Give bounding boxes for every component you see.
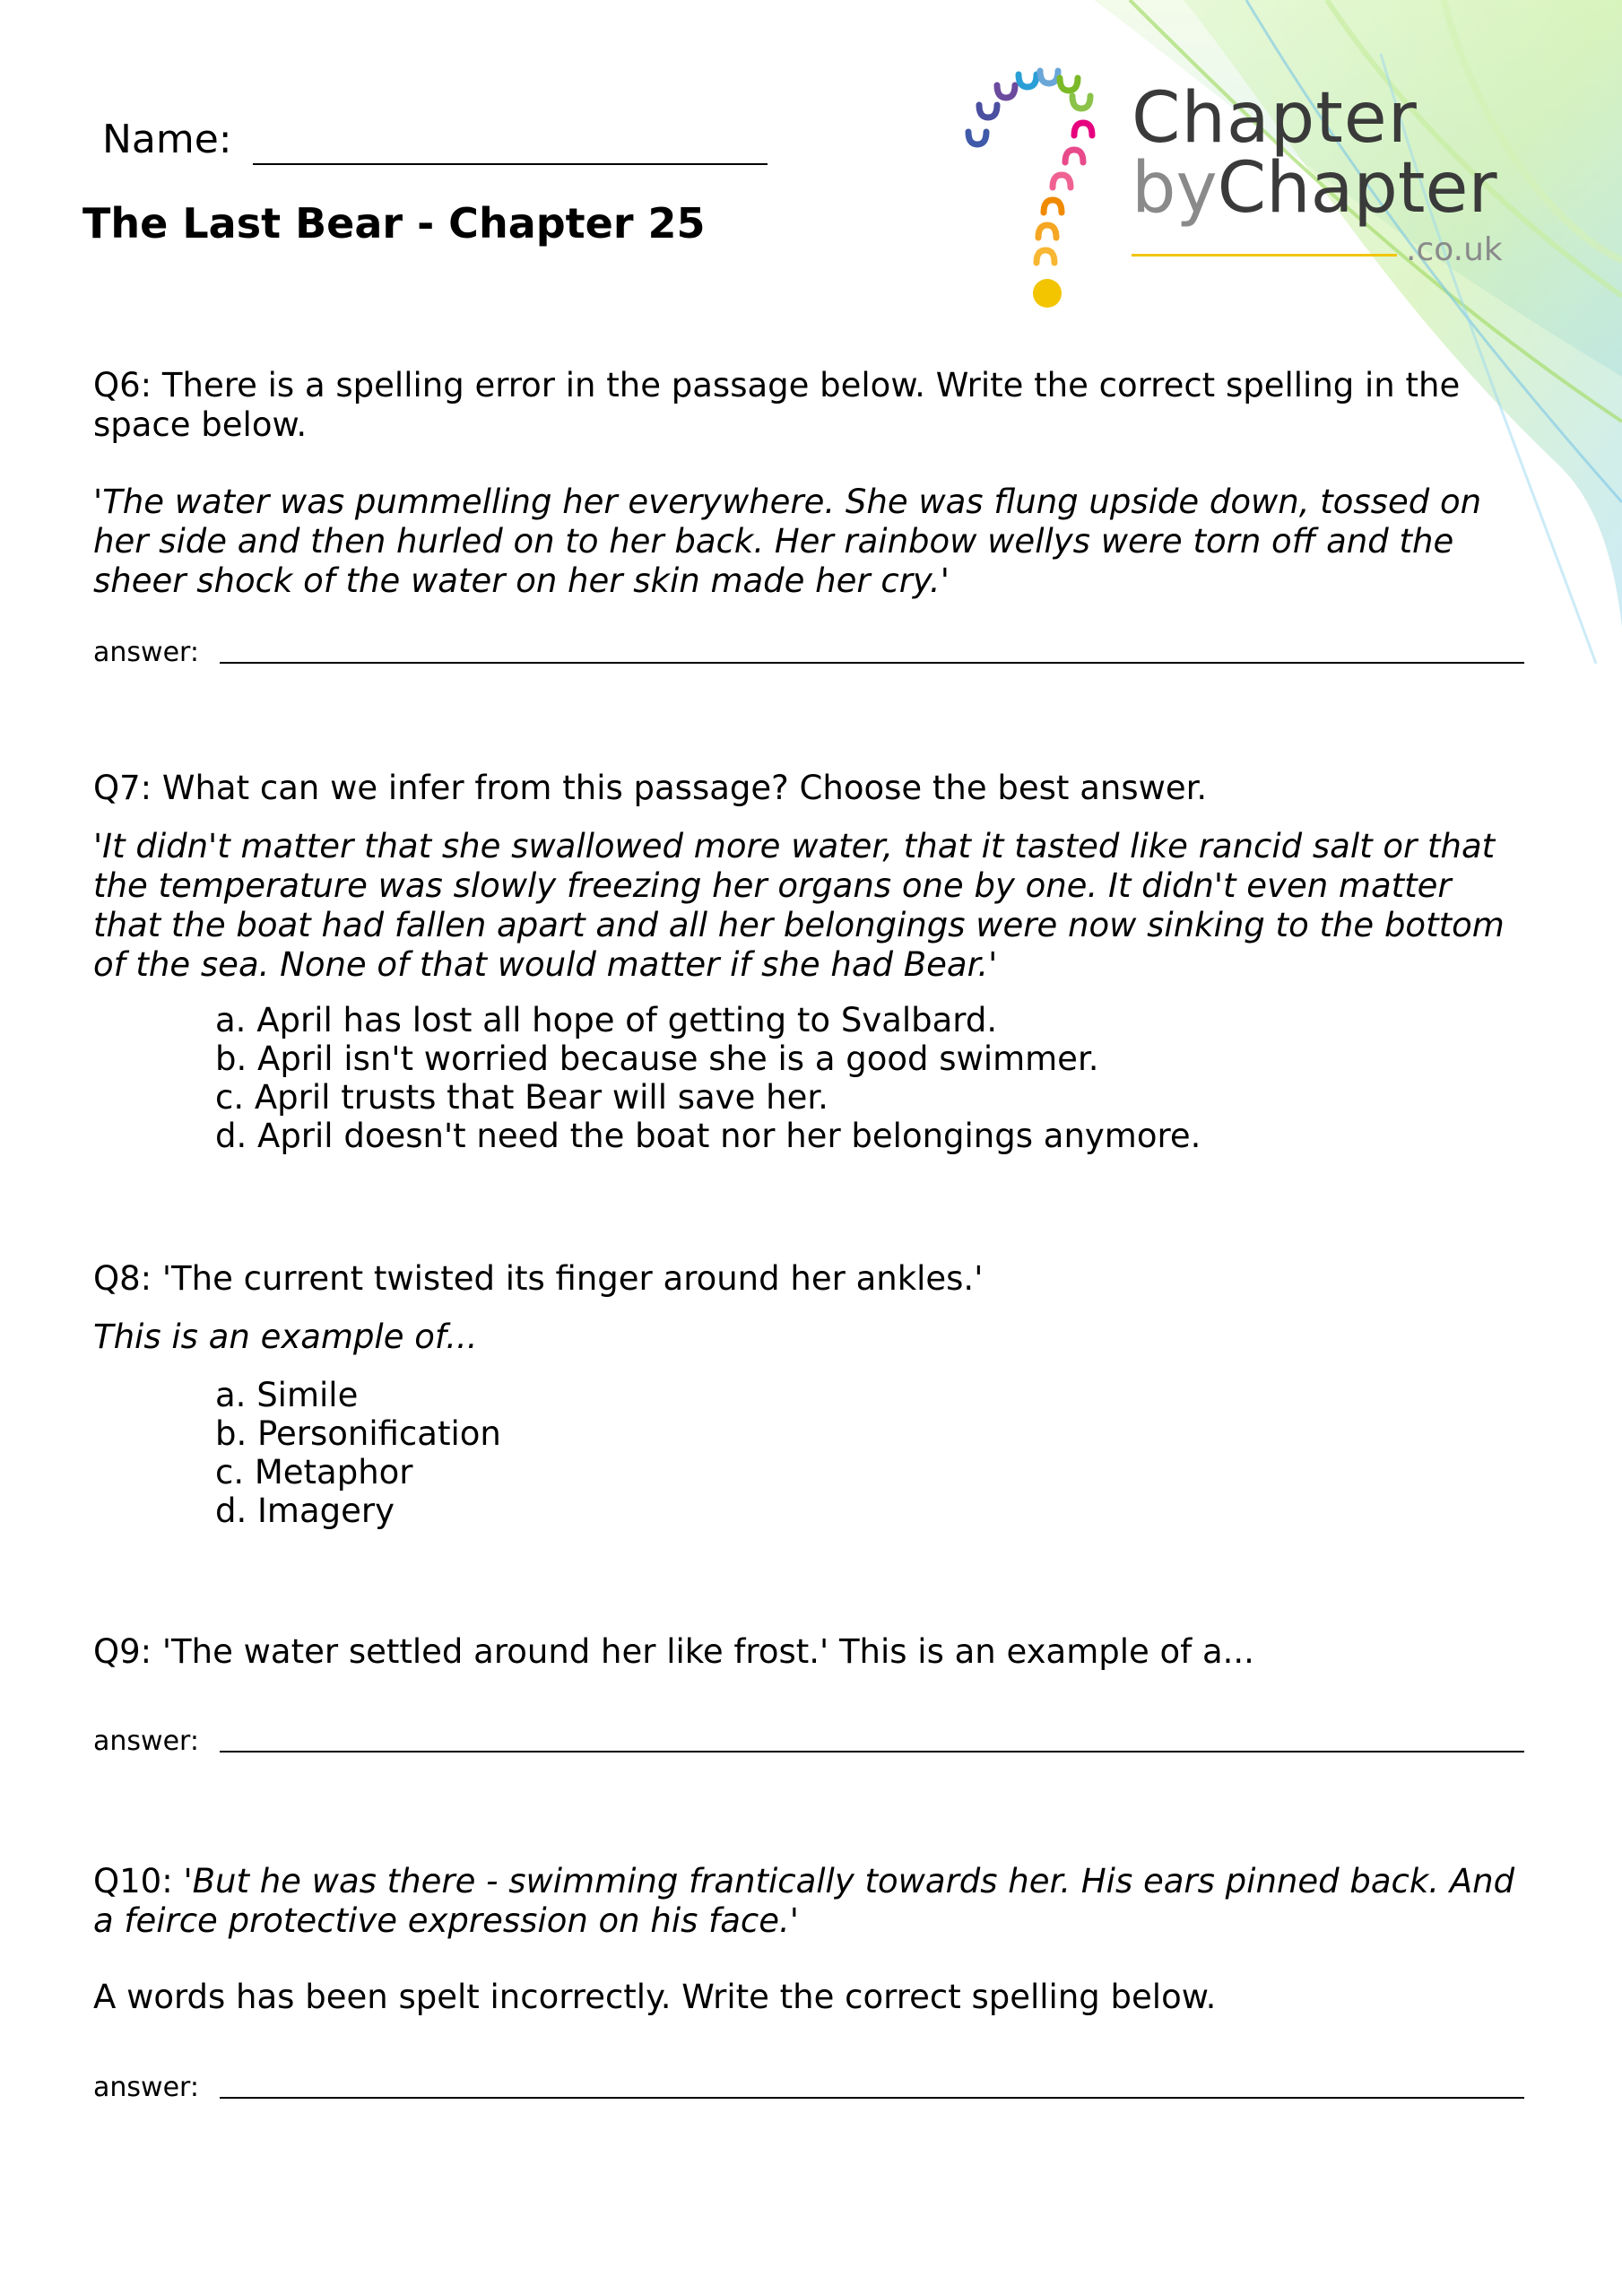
q10-quote: 'But he was there - swimming frantically towards her. His ears pinned back. And a feirce protective expression on his face.' <box>93 1862 1515 1940</box>
logo-line-by-chapter <box>1132 148 1497 229</box>
q8-prompt: Q8: 'The current twisted its finger around her ankles.' <box>93 1259 984 1298</box>
q9-answer-label: answer: <box>93 1726 199 1757</box>
q7-option-c[interactable]: c. April trusts that Bear will save her. <box>215 1078 828 1117</box>
q8-subprompt: This is an example of... <box>93 1318 478 1356</box>
q10-instruction: A words has been spelt incorrectly. Write the correct spelling below. <box>93 1978 1217 2016</box>
q8-option-d[interactable]: d. Imagery <box>215 1492 395 1530</box>
logo-wordmark <box>1132 78 1497 229</box>
q8-option-b[interactable]: b. Personification <box>215 1414 501 1453</box>
worksheet-title: The Last Bear - Chapter 25 <box>82 199 706 248</box>
q6-answer-line[interactable] <box>220 662 1524 664</box>
q8-option-a[interactable]: a. Simile <box>215 1376 359 1414</box>
q7-option-d[interactable]: d. April doesn't need the boat nor her belongings anymore. <box>215 1117 1201 1155</box>
q6-passage: 'The water was pummelling her everywhere. She was flung upside down, tossed on her side and then hurled on to her back. Her rainbow wellys were torn off and the sheer shock of the water on her skin made her cry.' <box>93 483 1482 600</box>
logo-underline <box>1132 254 1397 257</box>
q9-prompt: Q9: 'The water settled around her like frost.' This is an example of a... <box>93 1632 1254 1671</box>
q10-answer-label: answer: <box>93 2072 199 2103</box>
logo-line-chapter: Chapter <box>1132 78 1418 159</box>
q6-prompt: Q6: There is a spelling error in the passage below. Write the correct spelling in the space below. <box>93 366 1461 444</box>
name-input-line[interactable] <box>253 163 768 165</box>
q8-option-c[interactable]: c. Metaphor <box>215 1453 413 1492</box>
q10-answer-line[interactable] <box>220 2097 1524 2099</box>
q7-passage: 'It didn't matter that she swallowed more water, that it tasted like rancid salt or that the temperature was slowly freezing her organs one by one. It didn't even matter that the boat had fallen apart and all her belongings were now sinking to the bottom of the sea. None of that would matter if she had Bear.' <box>93 827 1505 984</box>
q10-prompt <box>93 1862 1528 1941</box>
q9-answer-line[interactable] <box>220 1751 1524 1752</box>
logo-by: by <box>1132 148 1218 229</box>
q6-answer-label: answer: <box>93 637 199 668</box>
q10-label: Q10: <box>93 1862 184 1900</box>
name-label: Name: <box>102 117 232 162</box>
q7-option-b[interactable]: b. April isn't worried because she is a good swimmer. <box>215 1039 1099 1078</box>
logo-domain: .co.uk <box>1406 231 1503 268</box>
logo-chapter: Chapter <box>1217 148 1497 229</box>
chapter-by-chapter-logo-icon <box>950 49 1121 318</box>
q7-prompt: Q7: What can we infer from this passage? Choose the best answer. <box>93 769 1208 807</box>
q7-option-a[interactable]: a. April has lost all hope of getting to Svalbard. <box>215 1001 998 1039</box>
